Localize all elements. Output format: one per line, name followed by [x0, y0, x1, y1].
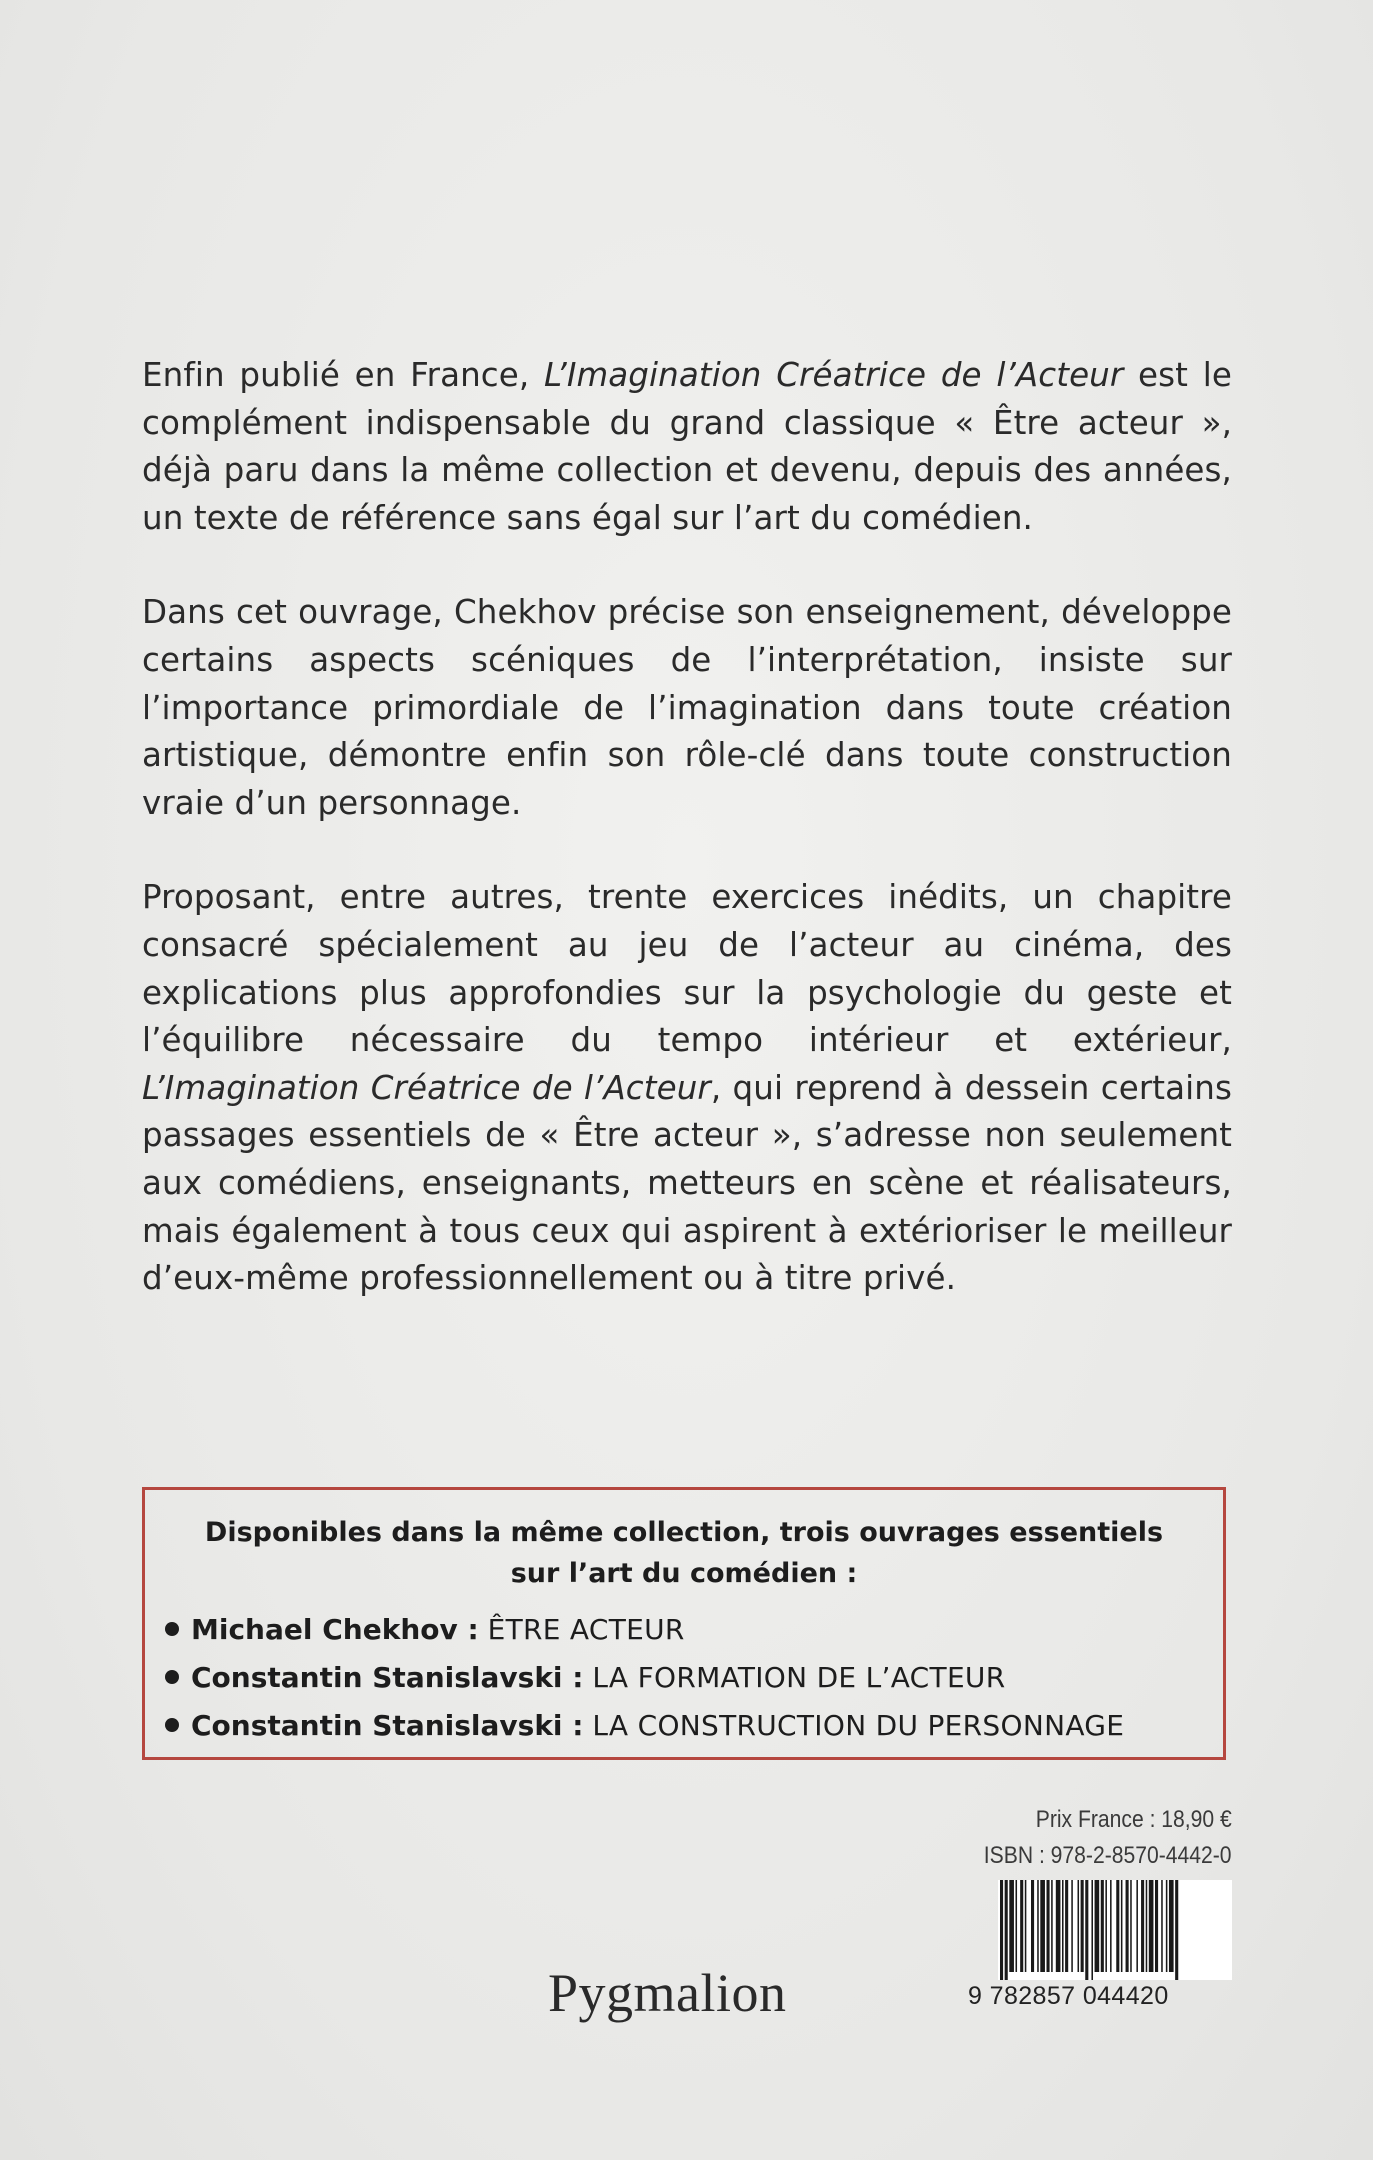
- barcode-bar: [1091, 1880, 1093, 1980]
- barcode-bar: [1175, 1880, 1178, 1980]
- barcode-bar: [1016, 1880, 1018, 1972]
- bullet-icon: [165, 1670, 179, 1684]
- isbn-label: ISBN : 978-2-8570-4442-0: [984, 1842, 1232, 1869]
- barcode-bar: [1009, 1880, 1014, 1972]
- barcode-bar: [1116, 1880, 1119, 1972]
- blurb-paragraph-1: Enfin publié en France, L’Imagination Créatrice de l’Acteur est le complément indispensable du grand classique « Être acteur », déjà paru dans la même collection et devenu, depuis des années, un texte de référence sans égal sur l’art du comédien.: [142, 356, 1232, 537]
- barcode-bar: [1051, 1880, 1053, 1972]
- barcode-bar: [1065, 1880, 1068, 1972]
- barcode-bar: [1095, 1880, 1100, 1972]
- barcode-bar: [1169, 1880, 1174, 1972]
- same-collection-box: [142, 1487, 1226, 1760]
- barcode-bar: [1110, 1880, 1112, 1972]
- barcode-bar: [1126, 1880, 1129, 1972]
- barcode-bar: [1037, 1880, 1039, 1972]
- barcode-bar: [1020, 1880, 1023, 1972]
- book-title-italic: L’Imagination Créatrice de l’Acteur: [544, 356, 1124, 394]
- bullet-icon: [165, 1718, 179, 1732]
- collection-item: Michael Chekhov : ÊTRE ACTEUR: [165, 1606, 1124, 1654]
- barcode-bar: [1000, 1880, 1003, 1980]
- barcode-bar: [1161, 1880, 1163, 1972]
- barcode-bar: [1031, 1880, 1034, 1972]
- barcode-bar: [1136, 1880, 1138, 1972]
- barcode-bar: [1141, 1880, 1144, 1972]
- collection-item: Constantin Stanislavski : LA FORMATION DE L’ACTEUR: [165, 1654, 1124, 1702]
- barcode-bar: [1056, 1880, 1061, 1972]
- barcode-bar: [1130, 1880, 1132, 1972]
- barcode-bar: [1047, 1880, 1050, 1972]
- collection-heading: Disponibles dans la même collection, trois ouvrages essentiels sur l’art du comédien :: [204, 1517, 1164, 1589]
- barcode-bar: [1121, 1880, 1123, 1972]
- barcode-bar: [1040, 1880, 1045, 1972]
- blurb-text: [142, 352, 1232, 1350]
- barcode-bar: [1081, 1880, 1084, 1972]
- barcode-bar: [1071, 1880, 1073, 1972]
- barcode-bar: [1078, 1880, 1080, 1972]
- barcode-bar: [1101, 1880, 1104, 1972]
- blurb-paragraph-2: Dans cet ouvrage, Chekhov précise son enseignement, développe certains aspects scéniques de l’interprétation, insiste sur l’importance primordiale de l’imagination dans toute création artistique, démontre enfin son rôle-clé dans toute construction vraie d’un personnage.: [142, 593, 1232, 822]
- book-title-italic: L’Imagination Créatrice de l’Acteur: [142, 1068, 711, 1107]
- barcode-bar: [1146, 1880, 1148, 1972]
- publisher-logo: Pygmalion: [548, 1963, 787, 2023]
- barcode-bar: [1085, 1880, 1088, 1980]
- barcode-bar: [1166, 1880, 1168, 1972]
- blurb-paragraph-3: Proposant, entre autres, trente exercices inédits, un chapitre consacré spécialement au jeu de l’acteur au cinéma, des explications plus approfondies sur la psychologie du geste et l’équilibre nécessaire du tempo intérieur et extérieur, L’Imagination Créatrice de l’Acteur, qui reprend à dessein certains passages essentiels de « Être acteur », s’adresse non seulement aux comédiens, enseignants, metteurs en scène et réalisateurs, mais également à tous ceux qui aspirent à extérioriser le meilleur d’eux-même professionnellement ou à titre privé.: [142, 878, 1232, 1298]
- barcode-bar: [1155, 1880, 1158, 1972]
- bullet-icon: [165, 1622, 179, 1636]
- barcode-bar: [1105, 1880, 1107, 1972]
- collection-list: [165, 1606, 1124, 1750]
- barcode-bar: [1149, 1880, 1154, 1972]
- barcode-digits: 9 782857 044420: [968, 1982, 1169, 2010]
- barcode-bar: [1005, 1880, 1008, 1980]
- barcode-bar: [1062, 1880, 1064, 1972]
- barcode-bar: [1025, 1880, 1027, 1972]
- collection-item: Constantin Stanislavski : LA CONSTRUCTION DU PERSONNAGE: [165, 1702, 1124, 1750]
- price-label: Prix France : 18,90 €: [1035, 1806, 1232, 1833]
- barcode-icon: [998, 1880, 1232, 1980]
